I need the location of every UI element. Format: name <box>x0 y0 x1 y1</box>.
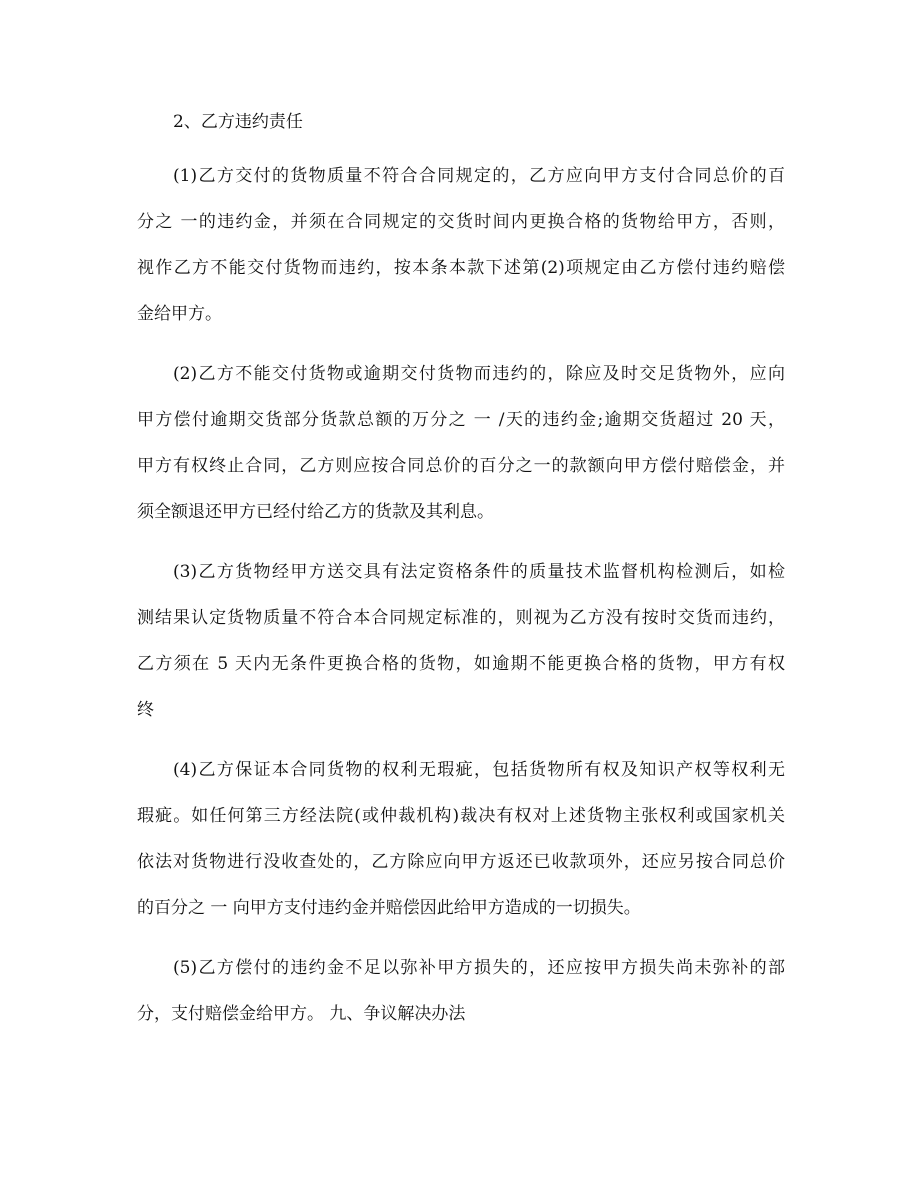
paragraph-line: (1)乙方交付的货物质量不符合合同规定的，乙方应向甲方支付合同总价的百 <box>173 166 785 186</box>
paragraph-line: 须全额退还甲方已经付给乙方的货款及其利息。 <box>137 502 494 522</box>
section-heading-text: 2、乙方违约责任 <box>173 112 303 132</box>
paragraph-line: 的百分之 一 向甲方支付违约金并赔偿因此给甲方造成的一切损失。 <box>137 898 641 918</box>
paragraph-line: 瑕疵。如任何第三方经法院(或仲裁机构)裁决有权对上述货物主张权利或国家机关 <box>137 806 785 826</box>
paragraph-line: (5)乙方偿付的违约金不足以弥补甲方损失的，还应按甲方损失尚未弥补的部 <box>173 958 785 978</box>
paragraph-line: (3)乙方货物经甲方送交具有法定资格条件的质量技术监督机构检测后，如检 <box>173 562 785 582</box>
paragraph-line: 分之 一的违约金，并须在合同规定的交货时间内更换合格的货物给甲方，否则， <box>137 212 785 232</box>
paragraph-line: 依法对货物进行没收查处的，乙方除应向甲方返还已收款项外，还应另按合同总价 <box>137 852 785 872</box>
paragraph-line: (4)乙方保证本合同货物的权利无瑕疵，包括货物所有权及知识产权等权利无 <box>173 760 785 780</box>
paragraph-line: 视作乙方不能交付货物而违约，按本条本款下述第(2)项规定由乙方偿付违约赔偿 <box>137 258 785 278</box>
paragraph-line: 甲方偿付逾期交货部分货款总额的万分之 一 /天的违约金;逾期交货超过 20 天， <box>137 410 785 430</box>
paragraph-line: 测结果认定货物质量不符合本合同规定标准的，则视为乙方没有按时交货而违约， <box>137 608 785 628</box>
paragraph-line: 分，支付赔偿金给甲方。 九、争议解决办法 <box>137 1004 466 1024</box>
paragraph-line: (2)乙方不能交付货物或逾期交付货物而违约的，除应及时交足货物外，应向 <box>173 364 785 384</box>
paragraph-line: 乙方须在 5 天内无条件更换合格的货物，如逾期不能更换合格的货物，甲方有权 <box>137 654 785 674</box>
paragraph-line: 终 <box>137 700 154 720</box>
paragraph-line: 甲方有权终止合同，乙方则应按合同总价的百分之一的款额向甲方偿付赔偿金，并 <box>137 456 785 476</box>
paragraph-line: 金给甲方。 <box>137 304 222 324</box>
